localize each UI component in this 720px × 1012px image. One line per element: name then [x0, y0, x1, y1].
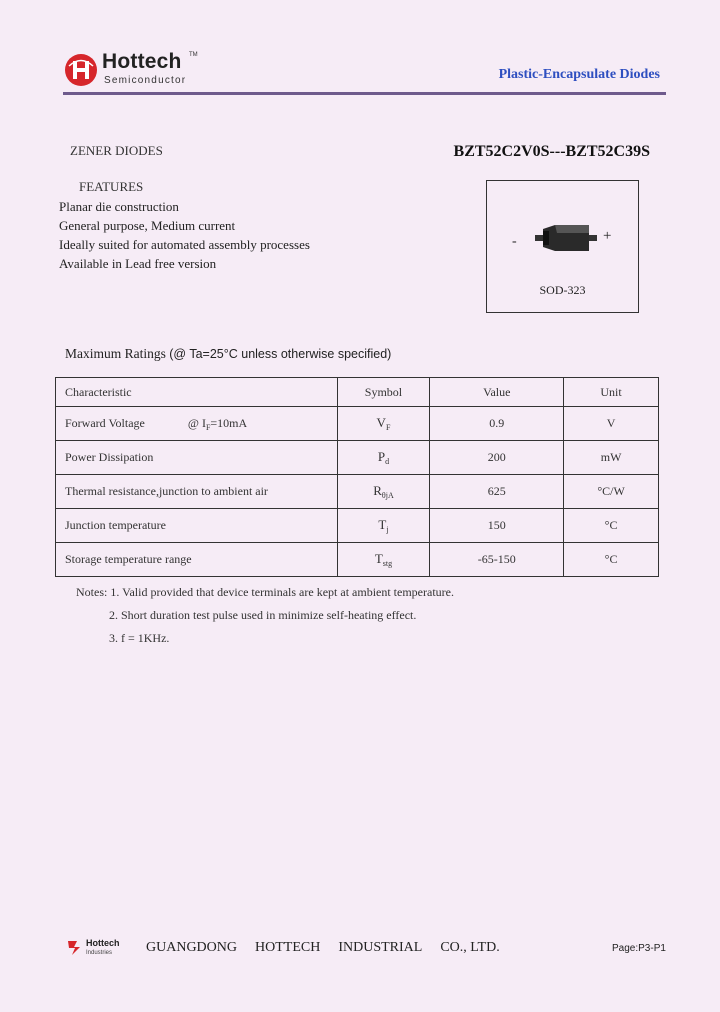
header-symbol: Symbol	[337, 378, 430, 407]
header-unit: Unit	[564, 378, 659, 407]
ratings-title-text: Maximum Ratings	[65, 346, 166, 361]
row-symbol	[337, 441, 430, 475]
row-unit: °C	[564, 509, 659, 543]
test-condition-prefix: @ I	[187, 415, 206, 430]
symbol-sub: j	[386, 525, 389, 534]
part-number-range: BZT52C2V0S---BZT52C39S	[453, 143, 650, 160]
symbol-base: T	[378, 517, 387, 532]
row-symbol	[337, 407, 430, 441]
row-symbol	[337, 509, 430, 543]
feature-item: General purpose, Medium current	[59, 218, 236, 233]
header-value: Value	[430, 378, 564, 407]
row-value: 200	[430, 441, 564, 475]
footer-brand-sub: Industries	[86, 950, 113, 956]
row-symbol	[337, 543, 430, 577]
row-value: 625	[430, 475, 564, 509]
sod323-package-icon	[535, 223, 597, 253]
feature-item: Ideally suited for automated assembly processes	[59, 237, 310, 252]
category-title: Plastic-Encapsulate Diodes	[498, 67, 660, 82]
row-characteristic: Junction temperature	[56, 509, 338, 543]
note-item: 2. Short duration test pulse used in minimize self-heating effect.	[109, 608, 417, 622]
brand-name: Hottech	[102, 50, 182, 73]
symbol-base: R	[373, 483, 382, 498]
row-unit: V	[564, 407, 659, 441]
anode-mark: +	[603, 228, 612, 244]
ratings-condition: (@ Ta=25°C unless otherwise specified)	[169, 347, 392, 361]
table-header-row	[56, 378, 659, 407]
footer-brand: Hottech	[86, 938, 120, 948]
company-word: GUANGDONG	[146, 940, 237, 955]
row-unit: °C/W	[564, 475, 659, 509]
table-row	[56, 509, 659, 543]
note-item: 3. f = 1KHz.	[109, 631, 170, 645]
hottech-logo-icon	[64, 53, 98, 87]
brand-subtitle: Semiconductor	[104, 75, 187, 86]
company-word: CO., LTD.	[440, 940, 500, 955]
characteristic-text: Forward Voltage	[65, 415, 145, 430]
package-name: SOD-323	[539, 283, 586, 297]
test-condition	[188, 416, 247, 432]
symbol-sub: θjA	[381, 491, 394, 500]
feature-item: Planar die construction	[59, 199, 179, 214]
header-characteristic: Characteristic	[56, 378, 338, 407]
symbol-sub: F	[385, 423, 391, 432]
ratings-title	[65, 346, 391, 362]
row-unit: °C	[564, 543, 659, 577]
symbol-base: T	[374, 551, 383, 566]
table-row	[56, 543, 659, 577]
row-value: -65-150	[430, 543, 564, 577]
symbol-sub: stg	[382, 559, 393, 568]
row-characteristic	[56, 407, 338, 441]
row-unit: mW	[564, 441, 659, 475]
row-value: 0.9	[430, 407, 564, 441]
company-word: HOTTECH	[255, 940, 321, 955]
page-number: Page:P3-P1	[612, 943, 666, 954]
notes-block	[76, 581, 454, 650]
row-characteristic: Power Dissipation	[56, 441, 338, 475]
row-characteristic: Thermal resistance,junction to ambient air	[56, 475, 338, 509]
cathode-mark: -	[512, 234, 517, 249]
features-list	[59, 197, 310, 273]
symbol-base: P	[377, 449, 386, 464]
company-name	[146, 940, 518, 956]
test-condition-tail: =10mA	[210, 415, 248, 430]
company-word: INDUSTRIAL	[338, 940, 423, 955]
symbol-base: V	[376, 415, 386, 430]
note-item: Notes: 1. Valid provided that device terminals are kept at ambient temperature.	[76, 585, 454, 599]
test-condition-sub: F	[205, 422, 211, 432]
table-row	[56, 407, 659, 441]
features-heading: FEATURES	[79, 179, 144, 194]
ratings-table	[55, 377, 659, 577]
header-divider	[63, 92, 666, 95]
section-label: ZENER DIODES	[70, 143, 163, 158]
footer-logo-icon	[66, 938, 86, 956]
row-characteristic: Storage temperature range	[56, 543, 338, 577]
row-value: 150	[430, 509, 564, 543]
table-row	[56, 441, 659, 475]
table-row	[56, 475, 659, 509]
feature-item: Available in Lead free version	[59, 256, 217, 271]
brand-trademark: TM	[189, 52, 198, 58]
symbol-sub: d	[385, 457, 390, 466]
row-symbol	[337, 475, 430, 509]
